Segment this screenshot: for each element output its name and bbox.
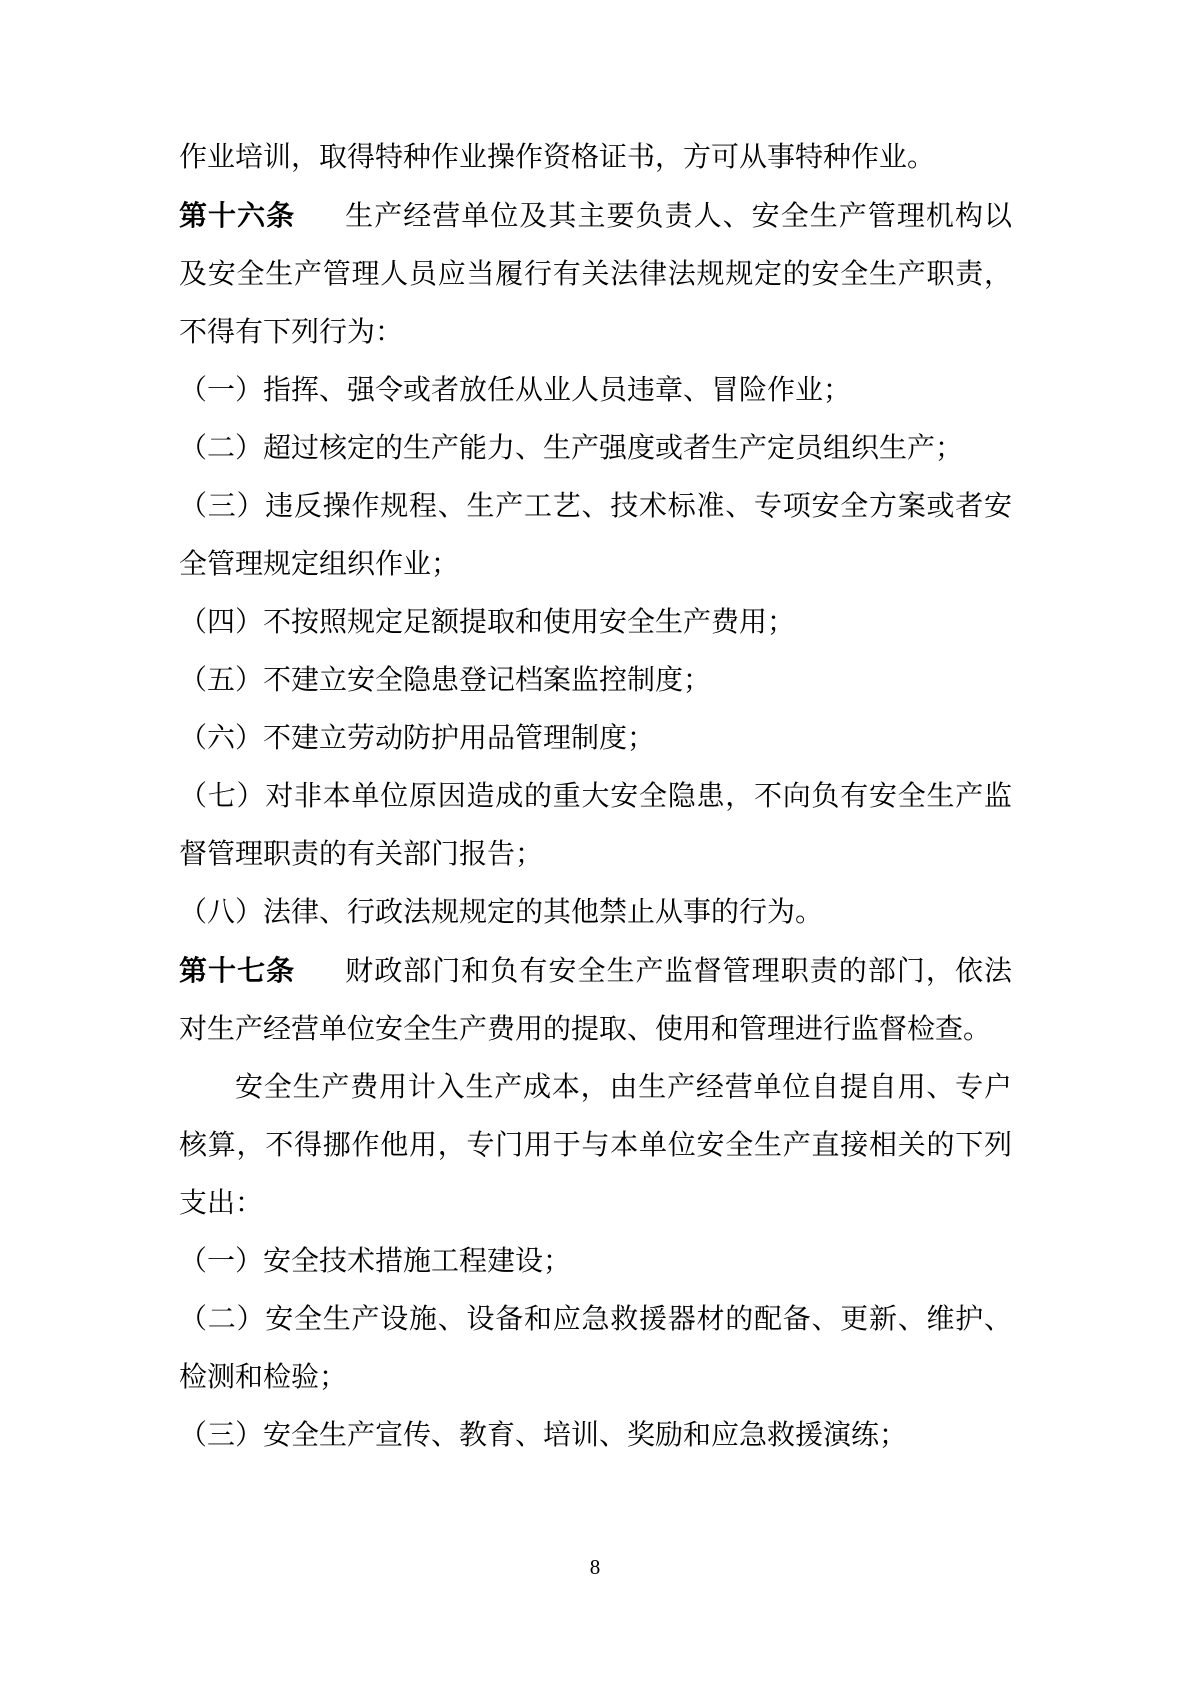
article-17-text: 财政部门和负有安全生产监督管理职责的部门，依法对生产经营单位安全生产费用的提取、使用和管理进行监督检查。 (179, 956, 1012, 1045)
list-item-3: （三）违反操作规程、生产工艺、技术标准、专项安全方案或者安全管理规定组织作业； (179, 491, 1012, 580)
list-item-7: （七）对非本单位原因造成的重大安全隐患，不向负有安全生产监督管理职责的有关部门报告； (179, 781, 1012, 870)
article-17-label: 第十七条 (179, 955, 296, 986)
expense-item-1: （一）安全技术措施工程建设； (179, 1246, 572, 1277)
article-17-paragraph (179, 942, 1012, 1059)
article-16-label: 第十六条 (179, 200, 296, 231)
article-16-text: 生产经营单位及其主要负责人、安全生产管理机构以及安全生产管理人员应当履行有关法律法规规定的安全生产职责，不得有下列行为： (179, 201, 1012, 348)
list-item-8: （八）法律、行政法规规定的其他禁止从事的行为。 (179, 897, 824, 928)
list-item-2: （二）超过核定的生产能力、生产强度或者生产定员组织生产； (179, 433, 964, 464)
paragraph-continuation: 作业培训，取得特种作业操作资格证书，方可从事特种作业。 (179, 142, 936, 173)
page-footer (0, 1550, 1190, 1584)
expense-item-3: （三）安全生产宣传、教育、培训、奖励和应急救援演练； (179, 1420, 908, 1451)
list-item-1: （一）指挥、强令或者放任从业人员违章、冒险作业； (179, 375, 852, 406)
list-item-4: （四）不按照规定足额提取和使用安全生产费用； (179, 607, 796, 638)
safety-cost-paragraph: 安全生产费用计入生产成本，由生产经营单位自提自用、专户核算，不得挪作他用，专门用于与本单位安全生产直接相关的下列支出： (179, 1072, 1012, 1219)
list-item-5: （五）不建立安全隐患登记档案监控制度； (179, 665, 712, 696)
expense-item-2: （二）安全生产设施、设备和应急救援器材的配备、更新、维护、检测和检验； (179, 1304, 1012, 1393)
page-content (179, 129, 1012, 1465)
list-item-6: （六）不建立劳动防护用品管理制度； (179, 723, 656, 754)
article-16-paragraph (179, 187, 1012, 362)
page-number: 8 (589, 1555, 601, 1579)
